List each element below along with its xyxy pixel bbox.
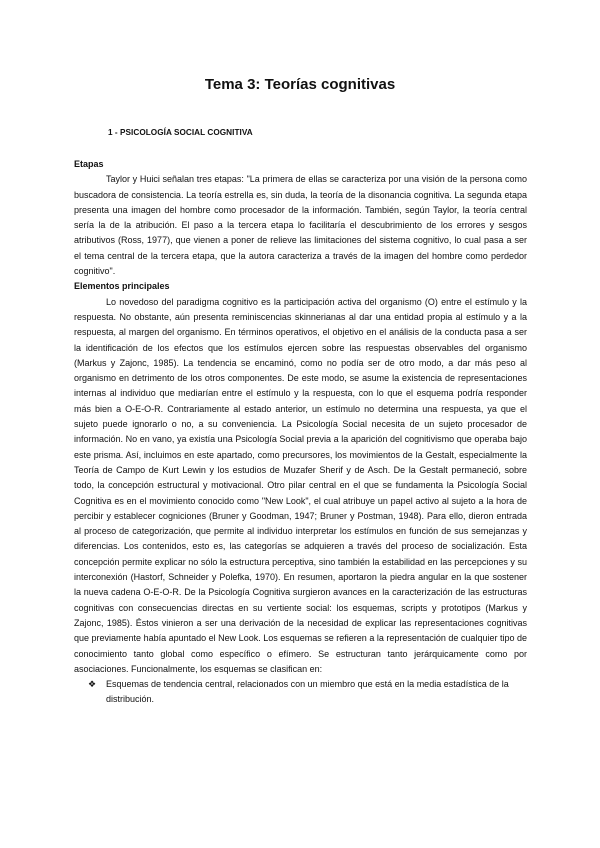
list-item <box>74 677 527 708</box>
main-elements-paragraph: Lo novedoso del paradigma cognitivo es la participación activa del organismo (O) entre el estímulo y la respuesta. No obstante, aún presenta reminiscencias skinnerianas al dar una entidad propia al estímulo y a la respuesta, al margen del organismo. En términos operativos, el objetivo en el análisis de la conducta pasa a ser la identificación de los efectos que los estímulos ejercen sobre las respuestas observables del organismo (Markus y Zajonc, 1985). La tendencia se encaminó, como no podía ser de otro modo, a dar más peso al organismo en detrimento de los otros componentes. De este modo, se asume la existencia de representaciones internas al individuo que mediarían entre el estímulo y la respuesta, con lo que el esquema podría responder más bien a O-E-O-R. Contrariamente al estado anterior, un estímulo no determina una respuesta, ya que el sujeto puede ignorarlo o no, a su conveniencia. La Psicología Social necesita de un sujeto procesador de información. No en vano, ya existía una Psicología Social previa a la aparición del cognitivismo que operaba bajo este prisma. Así, incluimos en este apartado, como precursores, los movimientos de la Gestalt, especialmente la Teoría de Campo de Kurt Lewin y los estudios de Muzafer Sherif y de Asch. De la Gestalt permaneció, sobre todo, la concepción estructural y motivacional. Otro pilar central en el que se fundamenta la Psicología Social Cognitiva es en el movimiento conocido como "New Look", el cual atribuye un papel activo al sujeto a la hora de percibir y establecer cogniciones (Bruner y Goodman, 1947; Bruner y Postman, 1948). Para ello, dieron entrada al proceso de categorización, que permite al individuo interpretar los estímulos en función de sus semejanzas y diferencias. Los contenidos, esto es, las categorías se adquieren a través del proceso de socialización. Esta concepción permite explicar no sólo la estructura perceptiva, sino también la estabilidad en las percepciones y su interconexión (Hastorf, Schneider y Polefka, 1970). En resumen, aportaron la piedra angular en la que sostener la nueva cadena O-E-O-R. De la Psicología Cognitiva surgieron avances en la caracterización de las estructuras cognitivas con consecuencias directas en su vertiente social: los esquemas, scripts y prototipos (Markus y Zajonc, 1985). Éstos vinieron a ser una derivación de la necesidad de explicar las representaciones cognitivas que previamente había apuntado el New Look. Los esquemas se refieren a la representación de cualquier tipo de conocimiento tanto global como específico o efímero. Se estructuran tanto jerárquicamente como por asociaciones. Funcionalmente, los esquemas se clasifican en: <box>74 296 527 674</box>
diamond-bullet-icon: ❖ <box>88 679 97 690</box>
document-title: Tema 3: Teorías cognitivas <box>204 76 396 93</box>
section-heading: 1 - PSICOLOGÍA SOCIAL COGNITIVA <box>108 128 253 137</box>
stages-paragraph: Taylor y Huici señalan tres etapas: "La primera de ellas se caracteriza por una visión de la persona como buscadora de consistencia. La teoría estrella es, sin duda, la teoría de la disonancia cognitiva. La segunda etapa presenta una imagen del hombre como procesador de la información. También, según Taylor, la teoría central sería la de la atribución. El paso a la tercera etapa lo facilitaría el descubrimiento de los errores y sesgos atributivos (Ross, 1977), que vienen a poner de relieve las limitaciones del sistema cognitivo, lo cual pasa a ser el tema central de la tercera etapa, que la autora caracteriza a través de la imagen del hombre como perdedor cognitivo". <box>74 174 527 277</box>
stages-heading: Etapas <box>74 159 104 169</box>
main-elements-heading: Elementos principales <box>74 281 170 292</box>
list-item-text: Esquemas de tendencia central, relacionados con un miembro que está en la media estadística de la distribución. <box>106 679 509 705</box>
document-body <box>74 157 527 708</box>
schema-type-list <box>74 677 527 708</box>
